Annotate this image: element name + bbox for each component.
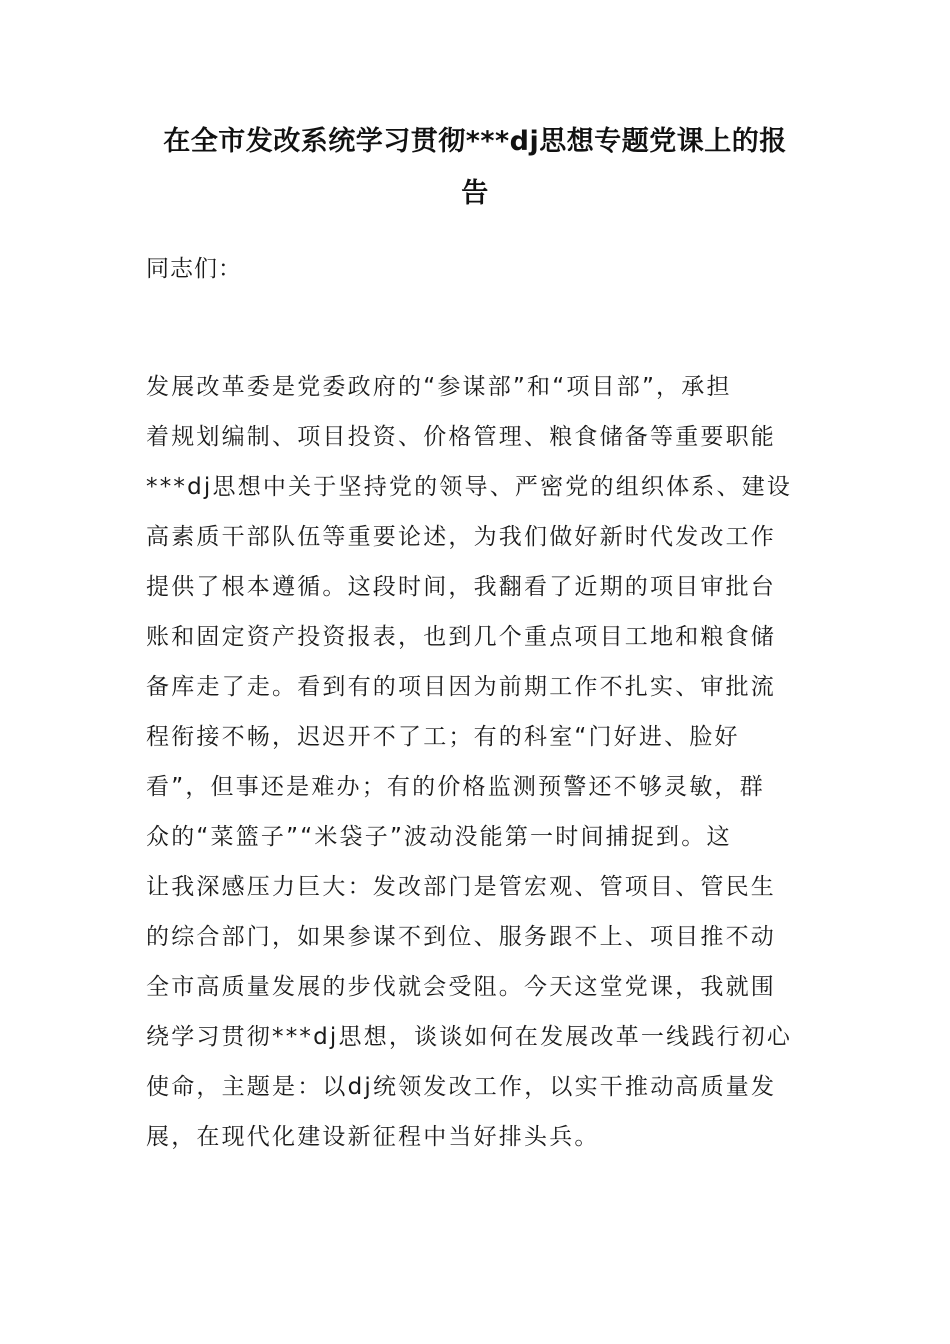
document-title-line-1: 在全市发改系统学习贯彻***dj思想专题党课上的报 bbox=[163, 126, 787, 157]
paragraph-line: 绕学习贯彻***dj思想，谈谈如何在发展改革一线践行初心 bbox=[146, 1024, 793, 1050]
paragraph-line: 着规划编制、项目投资、价格管理、粮食储备等重要职能 bbox=[146, 424, 776, 450]
paragraph-line: 看”，但事还是难办；有的价格监测预警还不够灵敏，群 bbox=[146, 774, 765, 800]
salutation: 同志们： bbox=[146, 256, 242, 282]
paragraph-line: 程衔接不畅，迟迟开不了工；有的科室“门好进、脸好 bbox=[146, 724, 740, 750]
document-title-line-2: 告 bbox=[461, 178, 489, 209]
paragraph-line: 使命，主题是：以dj统领发改工作，以实干推动高质量发 bbox=[146, 1074, 777, 1100]
paragraph-line: 展，在现代化建设新征程中当好排头兵。 bbox=[146, 1124, 600, 1150]
paragraph-line: 高素质干部队伍等重要论述，为我们做好新时代发改工作 bbox=[146, 524, 776, 550]
paragraph-line: 账和固定资产投资报表，也到几个重点项目工地和粮食储 bbox=[146, 624, 776, 650]
paragraph-line: 众的“菜篮子”“米袋子”波动没能第一时间捕捉到。这 bbox=[146, 824, 732, 850]
paragraph-line: 的综合部门，如果参谋不到位、服务跟不上、项目推不动 bbox=[146, 924, 776, 950]
paragraph-line: 让我深感压力巨大：发改部门是管宏观、管项目、管民生 bbox=[146, 874, 776, 900]
paragraph-line: ***dj思想中关于坚持党的领导、严密党的组织体系、建设 bbox=[146, 474, 793, 500]
paragraph-line: 发展改革委是党委政府的“参谋部”和“项目部”，承担 bbox=[146, 374, 732, 400]
paragraph-line: 备库走了走。看到有的项目因为前期工作不扎实、审批流 bbox=[146, 674, 776, 700]
paragraph-line: 全市高质量发展的步伐就会受阻。今天这堂党课，我就围 bbox=[146, 974, 776, 1000]
paragraph-line: 提供了根本遵循。这段时间，我翻看了近期的项目审批台 bbox=[146, 574, 776, 600]
